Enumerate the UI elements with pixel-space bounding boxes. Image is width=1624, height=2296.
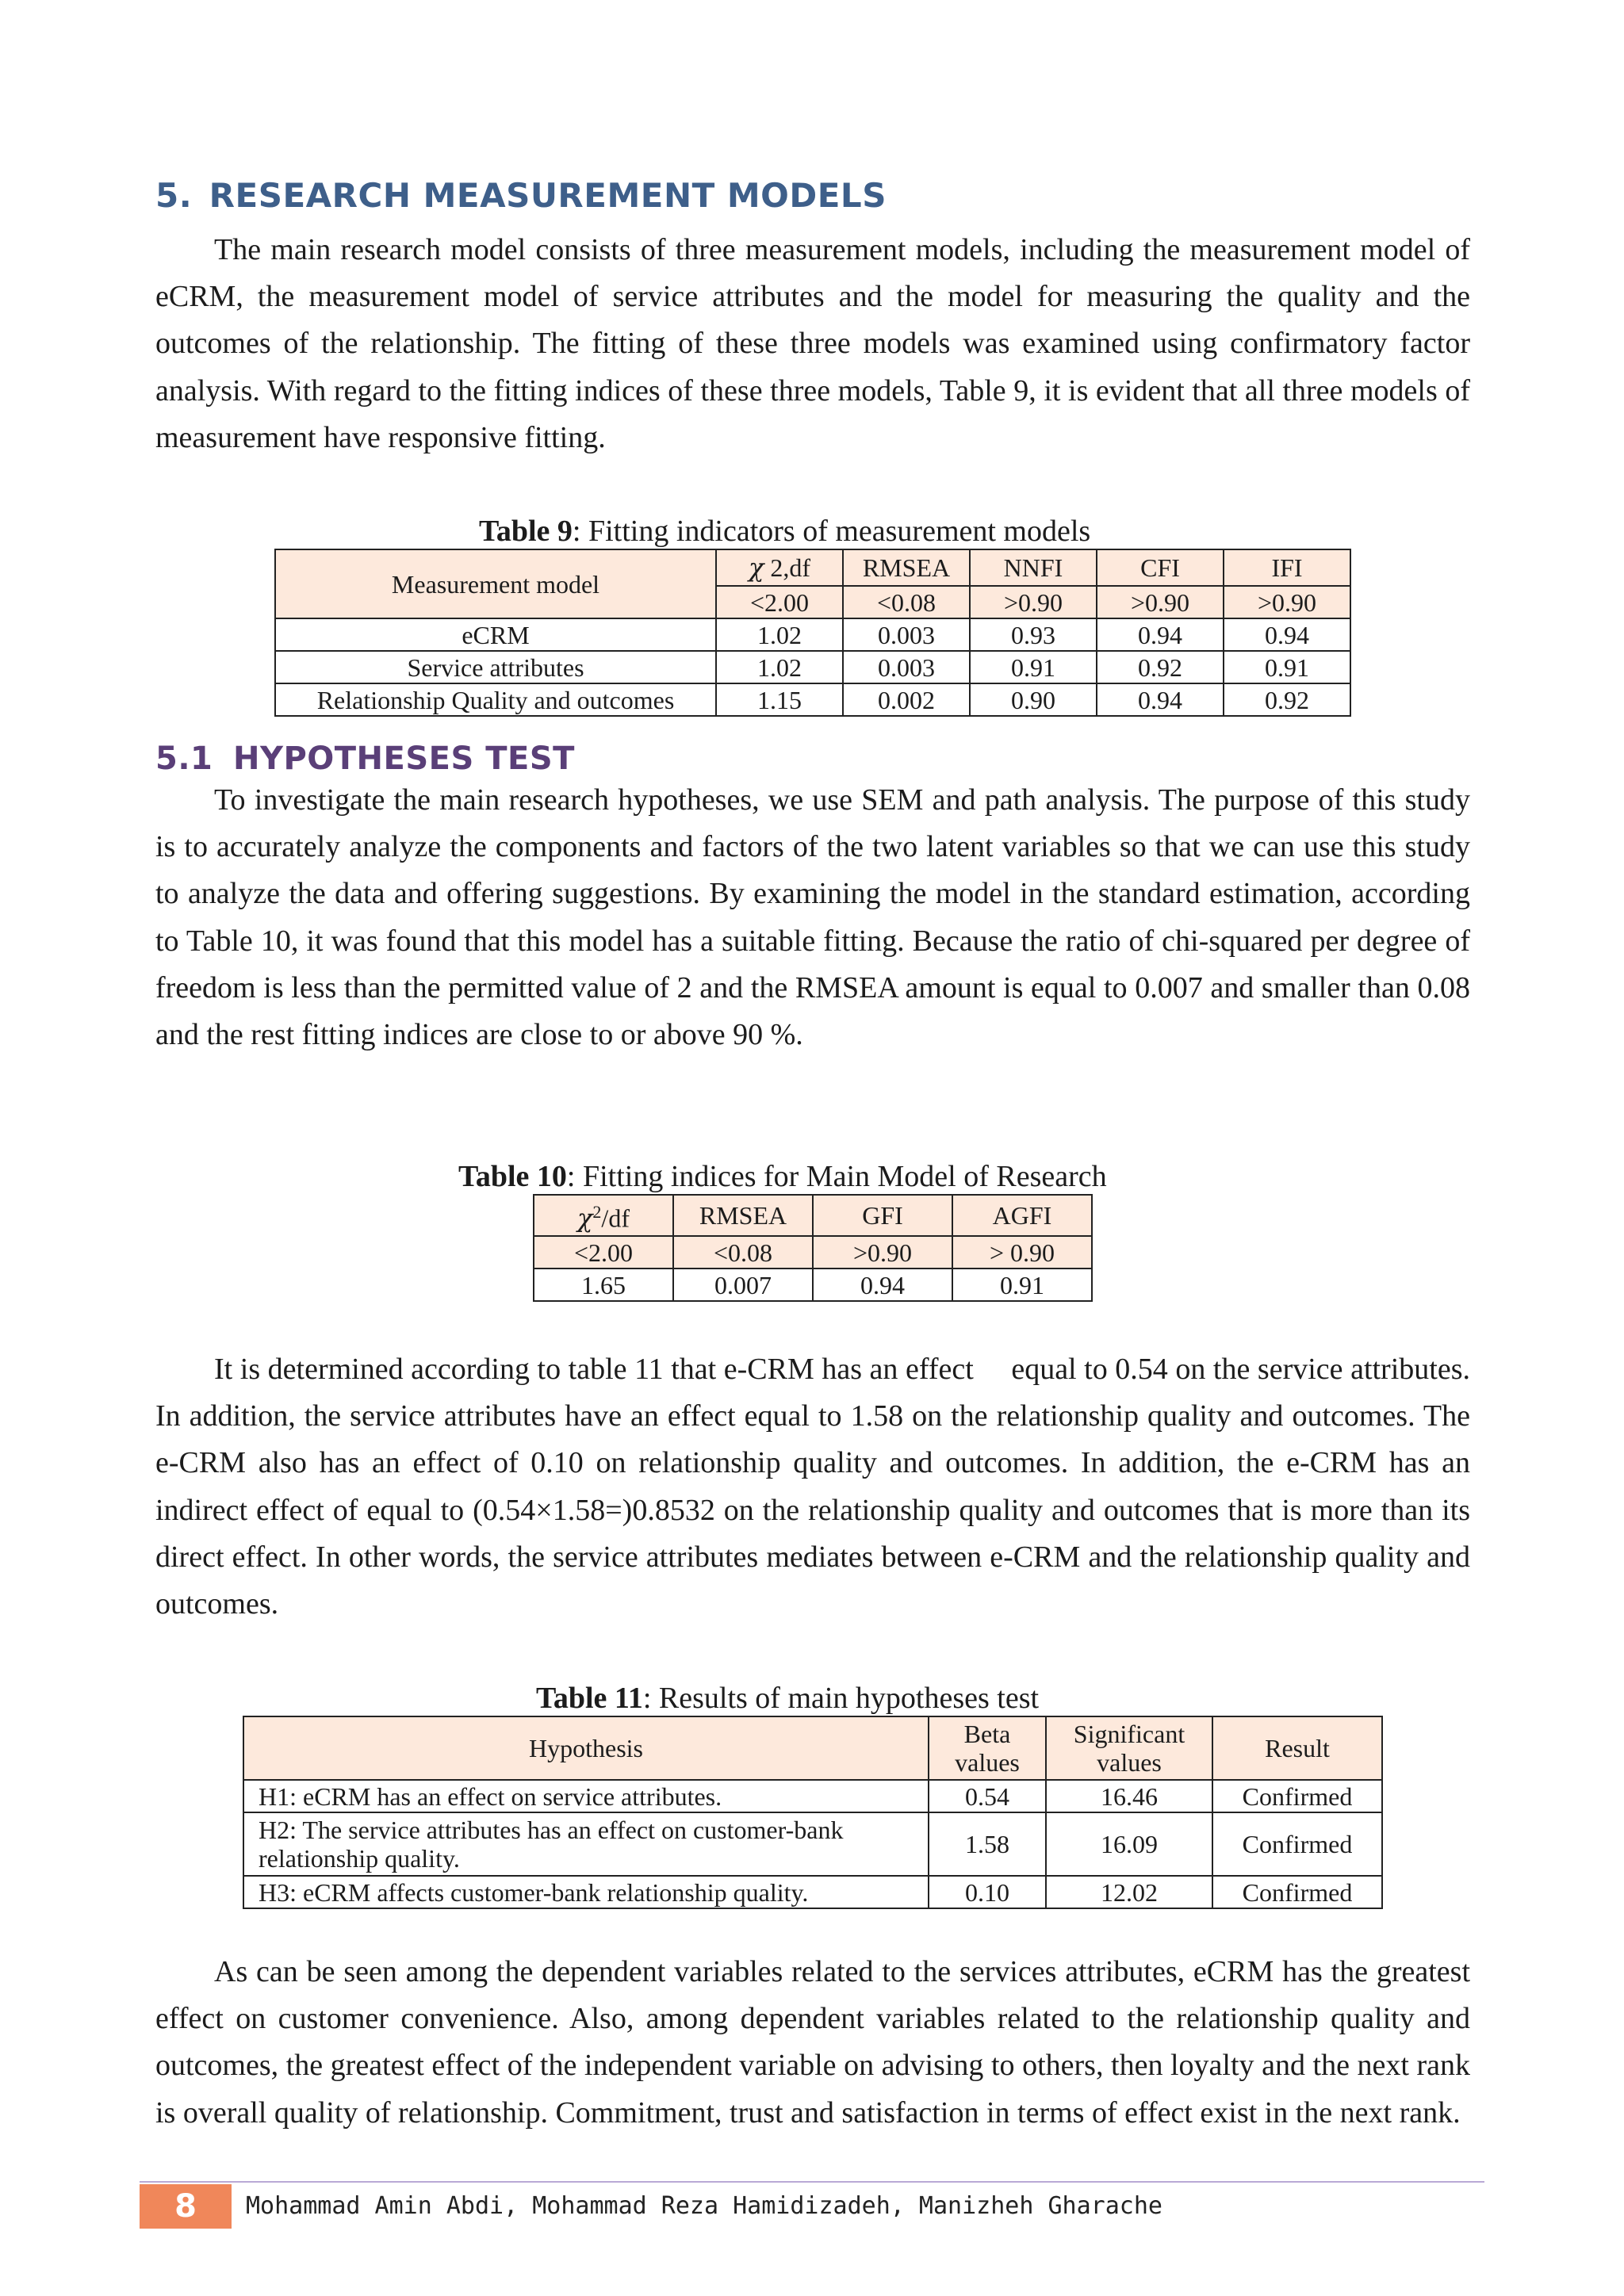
table-cell: 0.91 bbox=[1224, 651, 1350, 683]
section-5-1-paragraph: To investigate the main research hypotheses, we use SEM and path analysis. The purpose of this study is to accurately analyze the components and factors of the two latent variables so that we can use this study to analyze the data and offering suggestions. By examining the model in the standard estimation, according to Table 10, it was found that this model has a suitable fitting. Because the ratio of chi-squared per degree of freedom is less than the permitted value of 2 and the RMSEA amount is equal to 0.007 and smaller than 0.08 and the rest fitting indices are close to or above 90 %. bbox=[155, 783, 1470, 1052]
table-10-caption-label: Table 10 bbox=[458, 1160, 567, 1193]
table-10-caption bbox=[458, 1159, 1107, 1194]
table-cell: 0.93 bbox=[970, 618, 1097, 651]
table-cell: 0.94 bbox=[1097, 618, 1224, 651]
table-cell: 1.02 bbox=[716, 651, 843, 683]
table-cell: 0.007 bbox=[673, 1269, 813, 1301]
table-11-header-beta-line2: values bbox=[955, 1748, 1020, 1777]
table-cell: 0.003 bbox=[843, 651, 970, 683]
table-9 bbox=[274, 549, 1351, 717]
table-10-threshold: >0.90 bbox=[813, 1236, 952, 1269]
table-9-header-model: Measurement model bbox=[275, 549, 716, 618]
section-5-heading: 5. RESEARCH MEASUREMENT MODELS bbox=[155, 176, 887, 215]
table-row bbox=[534, 1269, 1092, 1301]
table-cell: 0.54 bbox=[929, 1780, 1046, 1812]
table-9-header-chi bbox=[716, 549, 843, 586]
table-9-threshold: >0.90 bbox=[1224, 586, 1350, 618]
table-11-header-sig-line1: Significant bbox=[1073, 1720, 1185, 1748]
table-row bbox=[243, 1876, 1382, 1908]
table-cell: 16.09 bbox=[1046, 1812, 1212, 1876]
table-9-caption bbox=[479, 514, 1090, 549]
table-cell: 0.94 bbox=[1097, 683, 1224, 716]
table-cell: 16.46 bbox=[1046, 1780, 1212, 1812]
table-11-header-beta-line1: Beta bbox=[963, 1720, 1011, 1748]
table-9-header-ifi: IFI bbox=[1224, 549, 1350, 586]
table-10-header-chi-sup: 2 bbox=[592, 1202, 602, 1223]
section-5-1-title: HYPOTHESES TEST bbox=[233, 740, 575, 777]
table-cell: 1.58 bbox=[929, 1812, 1046, 1876]
table-9-model-cell: eCRM bbox=[275, 618, 716, 651]
section-5-1-heading bbox=[155, 740, 575, 777]
table-row bbox=[275, 651, 1350, 683]
table-10-header-chi bbox=[534, 1195, 673, 1236]
table-10-header-rmsea: RMSEA bbox=[673, 1195, 813, 1236]
table-10-caption-text: : Fitting indices for Main Model of Research bbox=[566, 1160, 1107, 1193]
table-10-threshold: <2.00 bbox=[534, 1236, 673, 1269]
table-9-threshold: <0.08 bbox=[843, 586, 970, 618]
table-cell: 0.91 bbox=[970, 651, 1097, 683]
footer-authors: Mohammad Amin Abdi, Mohammad Reza Hamidizadeh, Manizheh Gharache bbox=[246, 2192, 1162, 2220]
table-11-header-sig-line2: values bbox=[1097, 1748, 1162, 1777]
table-cell: 1.65 bbox=[534, 1269, 673, 1301]
table-cell: 1.15 bbox=[716, 683, 843, 716]
section-5-1-number: 5.1 bbox=[155, 740, 213, 777]
table-row bbox=[243, 1780, 1382, 1812]
table-row bbox=[275, 618, 1350, 651]
table-10 bbox=[533, 1194, 1093, 1302]
table-cell: 0.90 bbox=[970, 683, 1097, 716]
table-10-header-gfi: GFI bbox=[813, 1195, 952, 1236]
table-11-header-row bbox=[243, 1716, 1382, 1780]
table-11-caption bbox=[536, 1681, 1039, 1716]
table-11-hypothesis-cell: H3: eCRM affects customer-bank relationship quality. bbox=[243, 1876, 929, 1908]
table-11-header-significant bbox=[1046, 1716, 1212, 1780]
table-cell: Confirmed bbox=[1212, 1780, 1382, 1812]
table-9-caption-text: : Fitting indicators of measurement models bbox=[572, 515, 1091, 548]
table-9-threshold: >0.90 bbox=[1097, 586, 1224, 618]
table-cell: 12.02 bbox=[1046, 1876, 1212, 1908]
table-10-header-agfi: AGFI bbox=[952, 1195, 1092, 1236]
table-9-threshold: <2.00 bbox=[716, 586, 843, 618]
table-9-header-cfi: CFI bbox=[1097, 549, 1224, 586]
footer-divider bbox=[140, 2181, 1484, 2183]
table-9-threshold: >0.90 bbox=[970, 586, 1097, 618]
table-cell: 0.003 bbox=[843, 618, 970, 651]
table-cell: Confirmed bbox=[1212, 1812, 1382, 1876]
table-cell: Confirmed bbox=[1212, 1876, 1382, 1908]
table-row bbox=[243, 1812, 1382, 1876]
table-9-header-rmsea: RMSEA bbox=[843, 549, 970, 586]
table-9-model-cell: Service attributes bbox=[275, 651, 716, 683]
final-paragraph: As can be seen among the dependent variables related to the services attributes, eCRM has the greatest effect on customer convenience. Also, among dependent variables related to the relationship quality and outcomes, the greatest effect of the independent variable on advising to others, then loyalty and the next rank is overall quality of relationship. Commitment, trust and satisfaction in terms of effect exist in the next rank. bbox=[155, 1955, 1470, 2130]
table-10-threshold-row bbox=[534, 1236, 1092, 1269]
table-cell: 0.10 bbox=[929, 1876, 1046, 1908]
table-cell: 0.91 bbox=[952, 1269, 1092, 1301]
table-11-caption-label: Table 11 bbox=[536, 1682, 643, 1715]
table-cell: 0.94 bbox=[813, 1269, 952, 1301]
table-10-header-row bbox=[534, 1195, 1092, 1236]
table-9-header-chi-rest: 2,df bbox=[764, 553, 811, 582]
table-row bbox=[275, 683, 1350, 716]
table-10-threshold: <0.08 bbox=[673, 1236, 813, 1269]
table-10-header-chi-rest: /df bbox=[601, 1203, 630, 1233]
table-11-hypothesis-cell: H2: The service attributes has an effect on customer-bank relationship quality. bbox=[243, 1812, 929, 1876]
effects-paragraph: It is determined according to table 11 that e-CRM has an effect equal to 0.54 on the service attributes. In addition, the service attributes have an effect equal to 1.58 on the relationship quality and outcomes. The e-CRM also has an effect of 0.10 on relationship quality and outcomes. In addition, the e-CRM has an indirect effect of equal to (0.54×1.58=)0.8532 on the relationship quality and outcomes that is more than its direct effect. In other words, the service attributes mediates between e-CRM and the relationship quality and outcomes. bbox=[155, 1353, 1470, 1621]
chi-symbol: χ bbox=[577, 1203, 593, 1234]
table-11-header-hypothesis: Hypothesis bbox=[243, 1716, 929, 1780]
table-11-caption-text: : Results of main hypotheses test bbox=[642, 1682, 1040, 1715]
table-11-header-beta bbox=[929, 1716, 1046, 1780]
table-cell: 0.92 bbox=[1097, 651, 1224, 683]
table-11-hypothesis-cell: H1: eCRM has an effect on service attributes. bbox=[243, 1780, 929, 1812]
section-5-paragraph: The main research model consists of three measurement models, including the measurement model of eCRM, the measurement model of service attributes and the model for measuring the quality and the outcomes of the relationship. The fitting of these three models was examined using confirmatory factor analysis. With regard to the fitting indices of these three models, Table 9, it is evident that all three models of measurement have responsive fitting. bbox=[155, 233, 1470, 454]
table-cell: 0.002 bbox=[843, 683, 970, 716]
chi-symbol: χ bbox=[748, 553, 764, 583]
page-number-badge: 8 bbox=[140, 2184, 232, 2229]
table-9-header-row bbox=[275, 549, 1350, 586]
table-cell: 1.02 bbox=[716, 618, 843, 651]
table-cell: 0.94 bbox=[1224, 618, 1350, 651]
table-9-model-cell: Relationship Quality and outcomes bbox=[275, 683, 716, 716]
table-9-caption-label: Table 9 bbox=[479, 515, 573, 548]
table-11 bbox=[243, 1716, 1383, 1909]
table-11-header-result: Result bbox=[1212, 1716, 1382, 1780]
table-9-header-nnfi: NNFI bbox=[970, 549, 1097, 586]
table-cell: 0.92 bbox=[1224, 683, 1350, 716]
table-10-threshold: > 0.90 bbox=[952, 1236, 1092, 1269]
